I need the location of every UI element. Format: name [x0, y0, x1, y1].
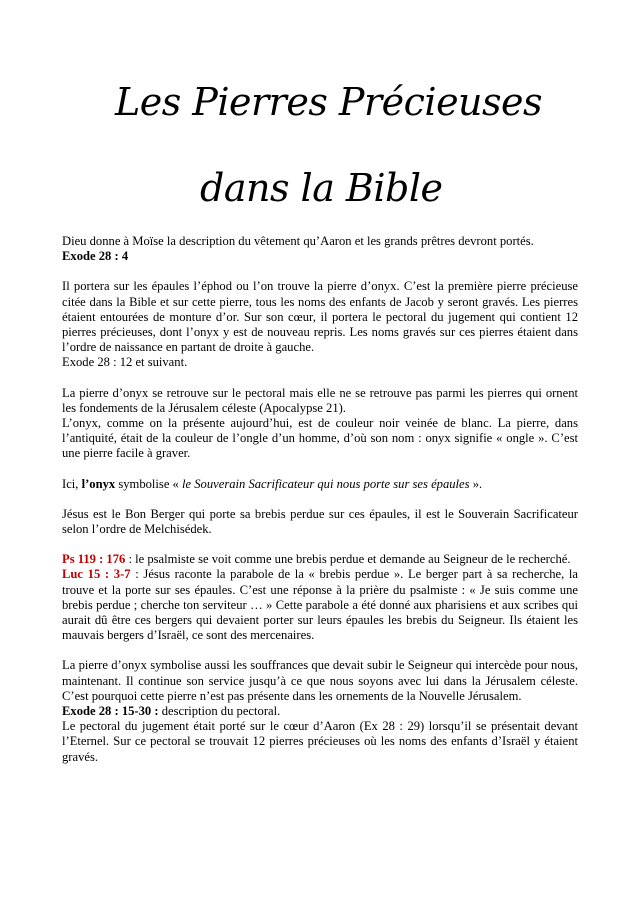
intro-paragraph: [62, 234, 578, 264]
paragraph-lost-sheep: [62, 552, 578, 643]
symbol-bold: l’onyx: [81, 476, 116, 491]
intro-text: Dieu donne à Moïse la description du vêtement qu’Aaron et les grands prêtres devront portés.: [62, 234, 534, 248]
reference-psalm: Ps 119 : 176: [62, 552, 126, 567]
symbol-italic: le Souverain Sacrificateur qui nous porte sur ses épaules: [182, 476, 470, 491]
symbol-suffix: ».: [469, 476, 483, 491]
paragraph-onyx-symbol: [62, 477, 578, 492]
pectoral-text: Le pectoral du jugement était porté sur le cœur d’Aaron (Ex 28 : 29) lorsqu’il se présentait devant l’Eternel. Sur ce pectoral se trouvait 12 pierres précieuses où les noms des enfants d’Israël y étaient gravés.: [62, 719, 578, 764]
pectoral-reference-text: description du pectoral.: [158, 704, 281, 719]
title-line-2: dans la Bible: [200, 166, 443, 210]
symbol-mid: symbolise «: [115, 476, 183, 491]
paragraph-good-shepherd: [62, 507, 578, 537]
pectoral-reference: Exode 28 : 15-30 :: [62, 704, 159, 719]
paragraph-ephod: [62, 279, 578, 370]
sufferings-text: La pierre d’onyx symbolise aussi les souffrances que devait subir le Seigneur qui intercède pour nous, maintenant. Il continue son service jusqu’à ce que nous soyons avec lui dans la Jérusalem céleste. C’est pourquoi cette pierre n’est pas présente dans les ornements de la Nouvelle Jérusalem.: [62, 658, 578, 703]
intro-reference: Exode 28 : 4: [62, 249, 129, 264]
good-shepherd-text: Jésus est le Bon Berger qui porte sa brebis perdue sur ces épaules, il est le Souverain Sacrificateur selon l’ordre de Melchisédek.: [62, 506, 578, 537]
paragraph-sufferings: [62, 658, 578, 764]
paragraph-ephod-text: Il portera sur les épaules l’éphod ou l’on trouve la pierre d’onyx. C’est la première pierre précieuse citée dans la Bible et sur cette pierre, tous les noms des enfants de Jacob y seront gravés. Les pierres étaient entourées de monture d’or. Sur son cœur, il portera le pectoral du jugement qui contient 12 pierres précieuses, dont l’onyx y est de nouveau repris. Les noms gravés sur ces pierres étaient dans l’ordre de naissance en partant de droite à gauche.: [62, 279, 578, 355]
title-line-1: Les Pierres Précieuses: [115, 80, 543, 124]
paragraph-ephod-reference: Exode 28 : 12 et suivant.: [62, 355, 188, 370]
reference-luke: Luc 15 : 3-7: [62, 567, 131, 582]
onyx-line-2: L’onyx, comme on la présente aujourd’hui, est de couleur noir veinée de blanc. La pierre, dans l’antiquité, était de la couleur de l’ongle d’un homme, d’où son nom : onyx signifie « ongle ». C’est une pierre facile à graver.: [62, 416, 578, 461]
paragraph-onyx-description: [62, 386, 578, 462]
document-body: [62, 234, 578, 765]
luke-text: : Jésus raconte la parabole de la « brebis perdue ». Le berger part à sa recherche, la trouve et la porte sur ses épaules. C’est une réponse à la prière du psalmiste : « Je suis comme une brebis perdue ; cherche ton serviteur … » Cette parabole a été donné aux pharisiens et aux scribes qui aurait dû être ces bergers qui devaient porter sur leurs épaules les brebis du Seigneur. Ils étaient les mauvais bergers d’Israël, ce sont des mercenaires.: [62, 567, 578, 643]
symbol-prefix: Ici,: [62, 476, 82, 491]
psalm-text: : le psalmiste se voit comme une brebis perdue et demande au Seigneur de le recherché.: [125, 552, 571, 567]
onyx-line-1: La pierre d’onyx se retrouve sur le pectoral mais elle ne se retrouve pas parmi les pierres qui ornent les fondements de la Jérusalem céleste (Apocalypse 21).: [62, 385, 578, 415]
